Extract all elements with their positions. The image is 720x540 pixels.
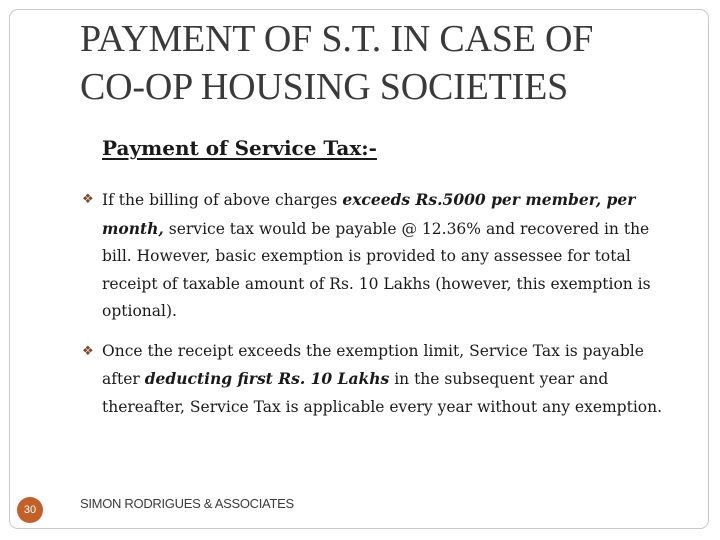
bullet-text-pre: If the billing of above charges <box>102 191 343 209</box>
diamond-bullet-icon: ❖ <box>82 343 94 359</box>
title-line-1: PAYMENT OF S.T. IN CASE OF <box>80 18 594 60</box>
footer-text: SIMON RODRIGUES & ASSOCIATES <box>80 496 294 511</box>
page-number: 30 <box>23 504 37 516</box>
bullet-text-post: service tax would be payable @ 12.36% and recovered in the bill. However, basic exemption is provided to any assessee for total receipt of taxable amount of Rs. 10 Lakhs (however, this exemption is optional). <box>102 219 651 320</box>
slide-title <box>80 15 700 111</box>
diamond-bullet-icon: ❖ <box>82 192 94 207</box>
bullet-item <box>82 186 682 326</box>
bullet-text-emphasis: deducting first Rs. 10 Lakhs <box>144 369 390 388</box>
bullet-text-pre: Once the receipt exceeds the exemption limit, Service Tax is payable after <box>102 341 644 388</box>
bullet-item <box>82 338 682 422</box>
bullet-text-emphasis: exceeds Rs.5000 per member, per month, <box>102 190 636 238</box>
bullet-list <box>82 186 682 433</box>
page-number-badge <box>17 497 43 523</box>
bullet-text-post: in the subsequent year and thereafter, Service Tax is applicable every year without any exemption. <box>102 370 663 416</box>
section-heading <box>82 136 377 160</box>
title-line-2: CO-OP HOUSING SOCIETIES <box>80 66 569 108</box>
section-heading-text: Payment of Service Tax:- <box>102 136 377 160</box>
